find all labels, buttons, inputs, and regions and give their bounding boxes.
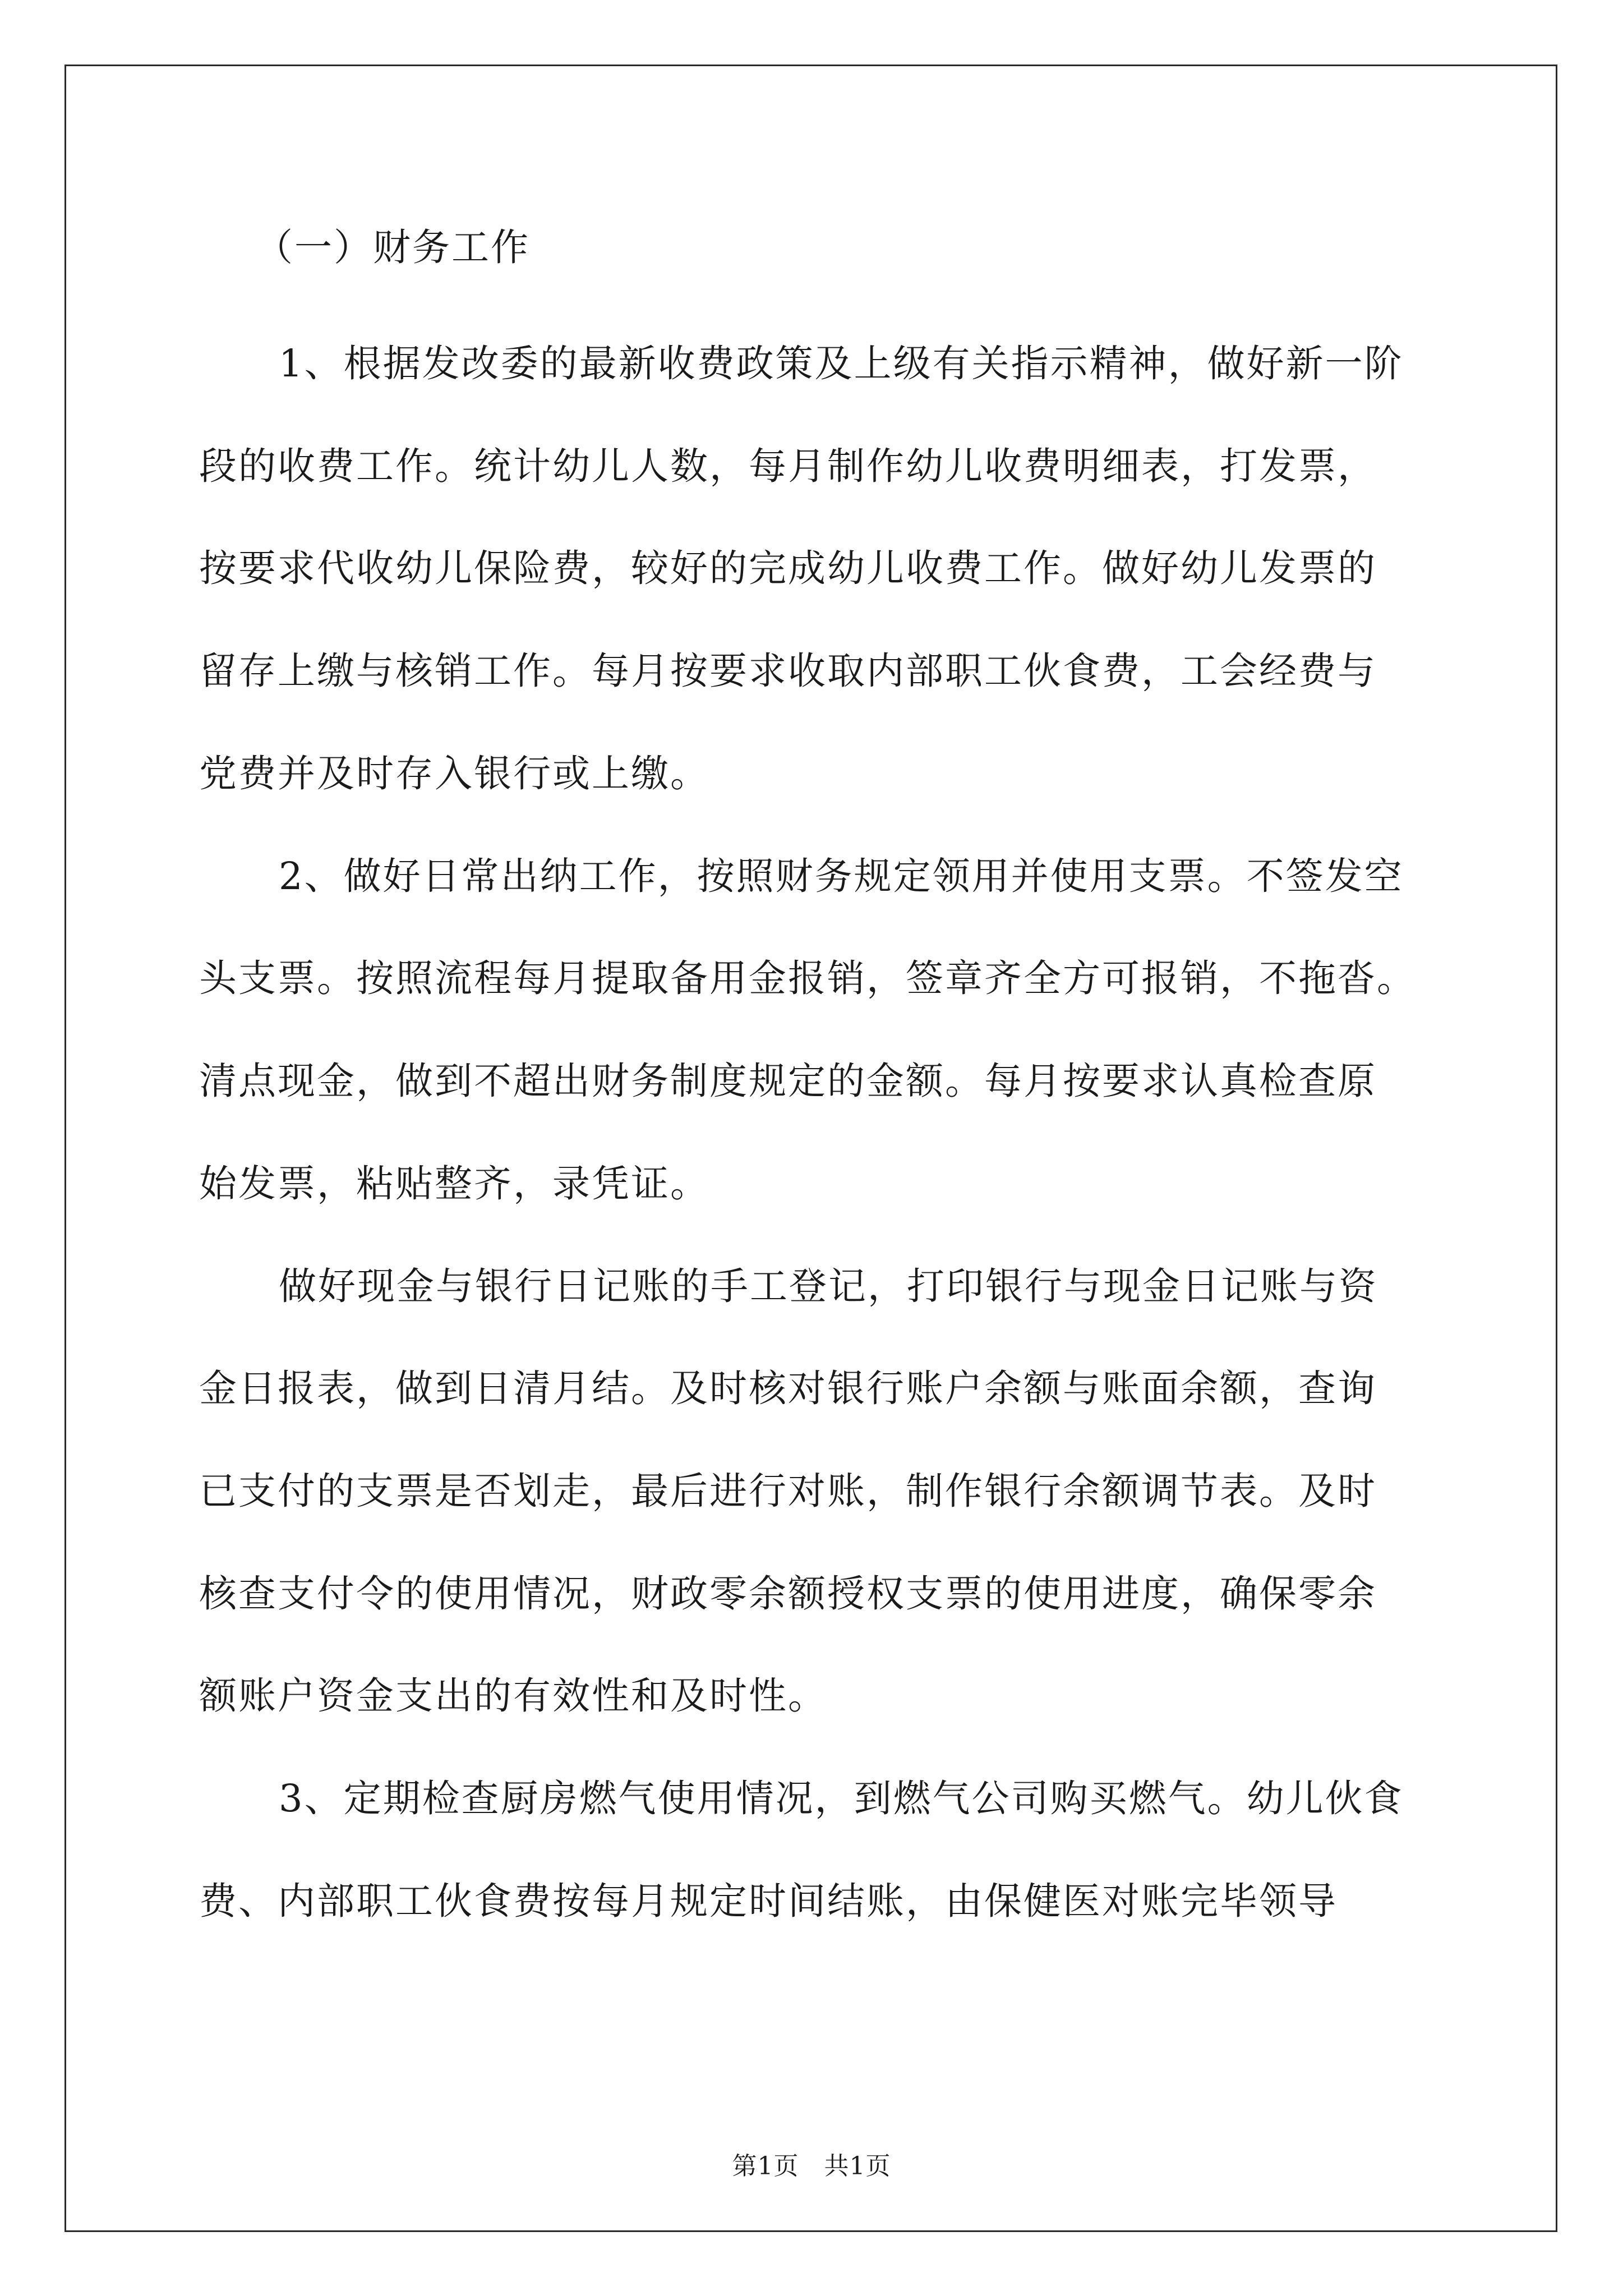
paragraph-line: 始发票，粘贴整齐，录凭证。 [199, 1162, 709, 1205]
paragraph-line: 核查支付令的使用情况，财政零余额授权支票的使用进度，确保零余 [199, 1572, 1377, 1616]
paragraph-line: 按要求代收幼儿保险费，较好的完成幼儿收费工作。做好幼儿发票的 [199, 546, 1377, 590]
paragraph-line: 留存上缴与核销工作。每月按要求收取内部职工伙食费，工会经费与 [199, 649, 1377, 693]
paragraph-line: 额账户资金支出的有效性和及时性。 [199, 1674, 827, 1718]
paragraph-line: 段的收费工作。统计幼儿人数，每月制作幼儿收费明细表，打发票， [199, 444, 1377, 488]
paragraph-line: 费、内部职工伙食费按每月规定时间结账，由保健医对账完毕领导 [199, 1879, 1338, 1923]
paragraph-line: 金日报表，做到日清月结。及时核对银行账户余额与账面余额，查询 [199, 1366, 1377, 1410]
section-heading: （一）财务工作 [255, 226, 530, 269]
paragraph-line: 做好现金与银行日记账的手工登记，打印银行与现金日记账与资 [279, 1264, 1378, 1308]
paragraph-line: 2、做好日常出纳工作，按照财务规定领用并使用支票。不签发空 [279, 854, 1404, 898]
paragraph-line: 党费并及时存入银行或上缴。 [199, 752, 709, 795]
paragraph-line: 清点现金，做到不超出财务制度规定的金额。每月按要求认真检查原 [199, 1059, 1377, 1103]
paragraph-line: 1、根据发改委的最新收费政策及上级有关指示精神，做好新一阶 [279, 342, 1404, 385]
paragraph-line: 头支票。按照流程每月提取备用金报销，签章齐全方可报销，不拖沓。 [199, 956, 1416, 1000]
paragraph-line: 3、定期检查厨房燃气使用情况，到燃气公司购买燃气。幼儿伙食 [279, 1777, 1404, 1820]
page-number-footer: 第1页 共1页 [732, 2152, 891, 2180]
paragraph-line: 已支付的支票是否划走，最后进行对账，制作银行余额调节表。及时 [199, 1469, 1377, 1513]
